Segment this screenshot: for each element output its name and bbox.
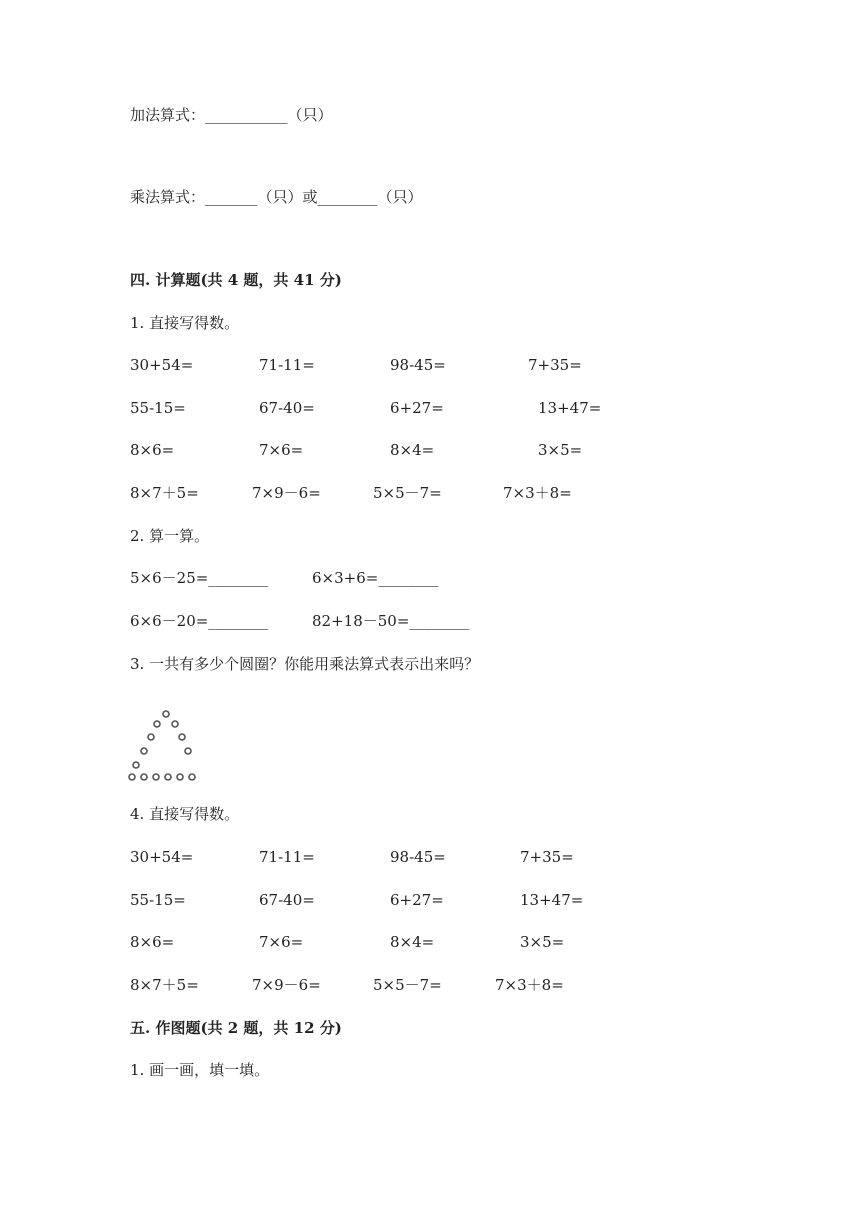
arith-item: 7×6= — [259, 933, 304, 951]
arith-item: 8×4= — [390, 441, 435, 459]
circle-shape — [177, 774, 183, 780]
circle-shape — [133, 762, 139, 768]
arith-item: 30+54= — [130, 356, 194, 374]
arith-item: 6×3+6=________ — [312, 569, 439, 587]
circle-shape — [148, 734, 154, 740]
section-5-heading: 五. 作图题(共 2 题，共 12 分) — [130, 1019, 342, 1037]
arith-item: 6×6－20=________ — [130, 612, 269, 630]
arith-item: 6+27= — [390, 891, 444, 909]
circle-shape — [141, 748, 147, 754]
arith-item: 7×3＋8= — [503, 484, 572, 502]
arith-item: 55-15= — [130, 891, 186, 909]
arith-item: 8×7＋5= — [130, 484, 199, 502]
arith-item: 7×6= — [259, 441, 304, 459]
arith-item: 67-40= — [259, 399, 315, 417]
arith-item: 3×5= — [520, 933, 565, 951]
arith-item: 5×6－25=________ — [130, 569, 269, 587]
arith-item: 7×9－6= — [252, 976, 321, 994]
addition-formula-line: 加法算式：___________（只） — [130, 106, 333, 124]
arith-item: 8×6= — [130, 441, 175, 459]
circle-shape — [153, 774, 159, 780]
circle-shape — [154, 721, 160, 727]
arith-item: 30+54= — [130, 848, 194, 866]
multiplication-formula-line: 乘法算式：_______（只）或________（只） — [130, 188, 423, 206]
circle-shape — [141, 774, 147, 780]
circle-triangle-figure — [126, 708, 208, 784]
arith-item: 5×5－7= — [373, 484, 442, 502]
arith-item: 5×5－7= — [373, 976, 442, 994]
q4-title: 4. 直接写得数。 — [130, 805, 240, 823]
arith-item: 7×9－6= — [252, 484, 321, 502]
q2-title: 2. 算一算。 — [130, 527, 210, 545]
arith-item: 13+47= — [538, 399, 602, 417]
q3-title: 3. 一共有多少个圆圈？你能用乘法算式表示出来吗？ — [130, 655, 480, 673]
arith-item: 67-40= — [259, 891, 315, 909]
arith-item: 13+47= — [520, 891, 584, 909]
circle-shape — [163, 711, 169, 717]
arith-item: 82+18－50=________ — [312, 612, 470, 630]
arith-item: 98-45= — [390, 356, 446, 374]
section-4-heading: 四. 计算题(共 4 题，共 41 分) — [130, 271, 342, 289]
circle-shape — [165, 774, 171, 780]
circle-shape — [185, 748, 191, 754]
circle-shape — [129, 774, 135, 780]
arith-item: 6+27= — [390, 399, 444, 417]
arith-item: 7×3＋8= — [495, 976, 564, 994]
arith-item: 8×4= — [390, 933, 435, 951]
arith-item: 71-11= — [259, 356, 315, 374]
arith-item: 71-11= — [259, 848, 315, 866]
q1-title: 1. 直接写得数。 — [130, 314, 240, 332]
arith-item: 8×6= — [130, 933, 175, 951]
circle-shape — [172, 721, 178, 727]
circle-shape — [179, 734, 185, 740]
arith-item: 55-15= — [130, 399, 186, 417]
arith-item: 98-45= — [390, 848, 446, 866]
arith-item: 3×5= — [538, 441, 583, 459]
arith-item: 8×7＋5= — [130, 976, 199, 994]
circle-shape — [189, 774, 195, 780]
arith-item: 7+35= — [528, 356, 582, 374]
s5-q1-title: 1. 画一画，填一填。 — [130, 1061, 270, 1079]
arith-item: 7+35= — [520, 848, 574, 866]
